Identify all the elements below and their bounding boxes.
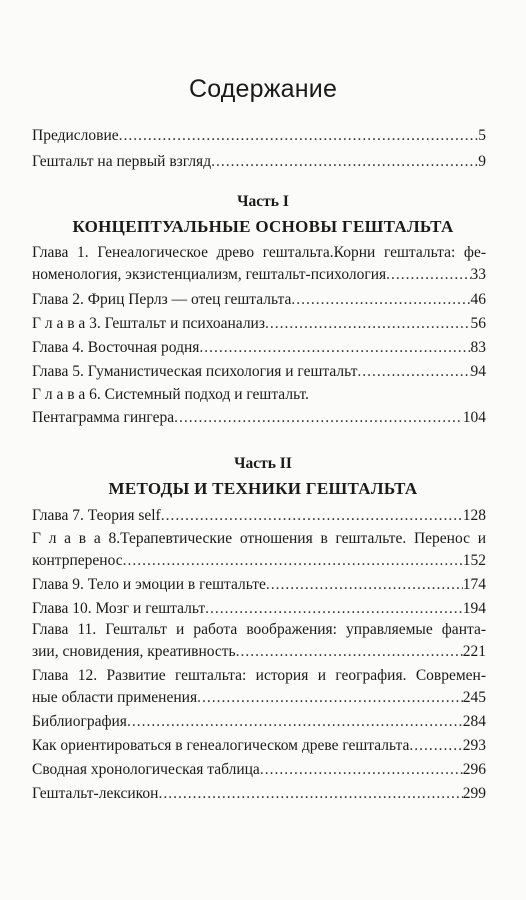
page-title: Содержание <box>188 75 338 103</box>
toc-entry-chapter-2: Глава 2. Фриц Перлз — отец гештальта ..... 46 <box>32 289 486 311</box>
toc-entry-chapter-12-line-1: Глава 12. Развитие гештальта: история и география. Современ- <box>32 667 486 684</box>
toc-entry-preface: Предисловие ..... 5 <box>32 125 486 147</box>
part-1-title: КОНЦЕПТУАЛЬНЫЕ ОСНОВЫ ГЕШТАЛЬТА <box>72 217 454 236</box>
toc-entry-chronology-table: Сводная хронологическая таблица ..... 296 <box>32 759 486 781</box>
toc-entry-chapter-9: Глава 9. Тело и эмоции в гештальте ..... 174 <box>32 574 486 596</box>
toc-entry-first-look: Гештальт на первый взгляд ..... 9 <box>32 151 486 173</box>
toc-entry-chapter-3: Г л а в а 3. Гештальт и психоанализ ..... 56 <box>32 313 486 335</box>
toc-entry-chapter-7: Глава 7. Теория self ..... 128 <box>32 505 486 527</box>
part-2-title: МЕТОДЫ И ТЕХНИКИ ГЕШТАЛЬТА <box>108 479 418 498</box>
toc-entry-chapter-8-line-2: контрперенос ..... 152 <box>32 550 486 572</box>
toc-entry-chapter-11-line-2: зии, сновидения, креативность ..... 221 <box>32 641 486 663</box>
toc-entry-lexicon: Гештальт-лексикон ..... 299 <box>32 783 486 805</box>
toc-entry-chapter-11-line-1: Глава 11. Гештальт и работа воображения: управляемые фанта- <box>32 621 486 638</box>
toc-entry-bibliography: Библиография ..... 284 <box>32 711 486 733</box>
toc-entry-chapter-10: Глава 10. Мозг и гештальт ..... 194 <box>32 598 486 620</box>
toc-entry-chapter-1-line-1: Глава 1. Генеалогическое древо гештальта.Корни гештальта: фе- <box>32 244 486 261</box>
toc-entry-chapter-12-line-2: ные области применения ..... 245 <box>32 687 486 709</box>
part-2-label: Часть II <box>234 455 292 472</box>
toc-entry-chapter-4: Глава 4. Восточная родня ..... 83 <box>32 337 486 359</box>
toc-entry-chapter-5: Глава 5. Гуманистическая психология и гештальт ..... 94 <box>32 361 486 383</box>
toc-entry-chapter-6-line-1: Г л а в а 6. Системный подход и гештальт. <box>32 386 310 403</box>
toc-entry-navigation-guide: Как ориентироваться в генеалогическом древе гештальта ..... 293 <box>32 735 486 757</box>
toc-entry-chapter-6-line-2: Пентаграмма гингера ..... 104 <box>32 407 486 429</box>
toc-entry-chapter-8-line-1: Г л а в а 8.Терапевтические отношения в гештальте. Перенос и <box>32 530 486 547</box>
toc-entry-chapter-1-line-2: номенология, экзистенциализм, гештальт-психология ..... 33 <box>32 264 486 286</box>
part-1-label: Часть I <box>237 193 289 210</box>
